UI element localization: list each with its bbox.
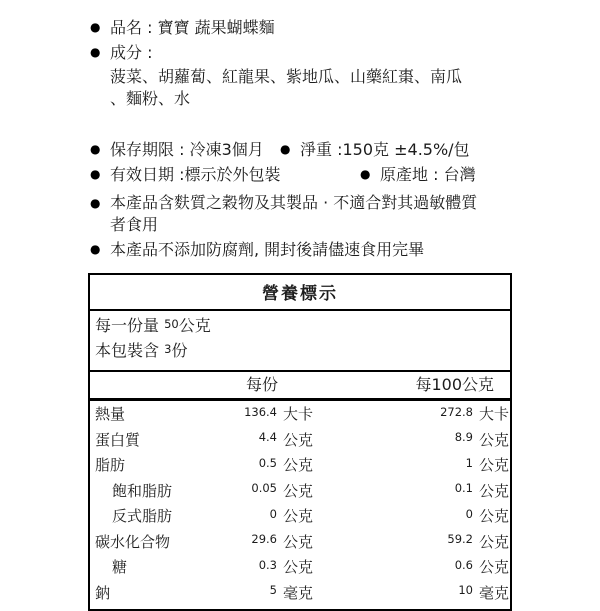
per-100g-value: 1 — [465, 455, 473, 470]
per-100g-unit: 公克 — [479, 507, 510, 525]
ingredients-line-1: 菠菜、胡蘿蔔、紅龍果、紫地瓜、山藥紅棗、南瓜 — [110, 67, 463, 86]
nutrient-name: 熱量 — [95, 405, 126, 423]
bullet-icon: ● — [90, 167, 101, 181]
nutrition-row — [90, 581, 510, 607]
bullet-icon: ● — [90, 20, 101, 34]
per-serving-value: 29.6 — [251, 532, 277, 546]
section-gap — [90, 110, 600, 138]
nutrition-table-title: 營養標示 — [90, 275, 510, 311]
per-serving-value: 136.4 — [244, 404, 277, 419]
serving-size-value: 50 — [164, 316, 179, 331]
per-serving-unit: 毫克 — [283, 583, 314, 602]
serving-info-block — [90, 311, 510, 372]
allergen-note-row — [90, 192, 600, 236]
nutrient-name: 鈉 — [95, 583, 111, 602]
per-100g-value: 0.1 — [454, 481, 473, 495]
ingredients-list — [90, 66, 600, 110]
nutrition-row — [90, 453, 510, 479]
serving-size-unit: 公克 — [178, 316, 211, 335]
per-100g-value: 59.2 — [447, 532, 473, 546]
product-name-text: 品名 : 寶寶 蔬果蝴蝶麵 — [110, 18, 275, 37]
package-unit: 份 — [171, 341, 188, 360]
per-serving-unit: 公克 — [283, 507, 314, 525]
per-100g-unit: 毫克 — [479, 583, 510, 602]
allergen-note-line-2: 者食用 — [110, 215, 159, 234]
per-100g-value: 272.8 — [440, 404, 473, 419]
per-100g-unit: 公克 — [479, 532, 510, 551]
nutrient-name: 蛋白質 — [95, 430, 141, 449]
nutrition-column-headers — [90, 372, 510, 401]
ingredients-label-row — [90, 41, 600, 64]
preservative-note-text: 本產品不添加防腐劑, 開封後請儘速食用完畢 — [110, 240, 425, 259]
storage-netweight-row — [90, 138, 600, 161]
per-serving-unit: 公克 — [283, 430, 314, 449]
bullet-icon: ● — [280, 142, 291, 156]
per-100g-value: 10 — [458, 583, 473, 597]
bullet-icon: ● — [360, 167, 371, 181]
per-serving-value: 4.4 — [258, 430, 277, 444]
per-100g-header: 每100公克 — [415, 375, 494, 394]
per-serving-unit: 公克 — [283, 481, 314, 500]
serving-size-line — [90, 314, 510, 339]
per-100g-unit: 公克 — [479, 558, 510, 576]
bullet-icon: ● — [90, 45, 101, 59]
bullet-icon: ● — [90, 196, 101, 210]
expiry-date-text: 有效日期 :標示於外包裝 — [110, 165, 281, 184]
preservative-note-row — [90, 238, 600, 261]
per-serving-value: 0.3 — [258, 557, 277, 572]
ingredients-label: 成分 : — [110, 43, 153, 62]
nutrient-name: 反式脂肪 — [112, 507, 173, 525]
per-serving-value: 5 — [269, 583, 277, 597]
per-100g-value: 0.6 — [454, 557, 473, 572]
header-spacer — [90, 372, 187, 398]
nutrition-row — [90, 504, 510, 530]
origin-text: 原產地 : 台灣 — [380, 165, 476, 184]
per-100g-value: 8.9 — [454, 430, 473, 444]
net-weight-text: 淨重 :150克 ±4.5%/包 — [300, 140, 470, 159]
per-serving-unit: 公克 — [283, 532, 314, 551]
nutrient-name: 糖 — [112, 558, 128, 576]
product-name-row — [90, 16, 600, 39]
storage-period-text: 保存期限 : 冷凍3個月 — [110, 140, 264, 159]
package-label: 本包裝含 — [95, 341, 160, 360]
ingredients-line-2: 、麵粉、水 — [110, 89, 191, 108]
per-serving-value: 0 — [269, 506, 277, 521]
per-100g-unit: 大卡 — [479, 405, 510, 423]
expiry-origin-row — [90, 163, 600, 186]
per-serving-value: 0.5 — [258, 455, 277, 470]
per-100g-unit: 公克 — [479, 456, 510, 474]
per-serving-unit: 公克 — [283, 558, 314, 576]
per-100g-unit: 公克 — [479, 430, 510, 449]
bullet-icon: ● — [90, 142, 101, 156]
servings-per-package-line — [90, 339, 510, 364]
nutrition-rows — [90, 401, 510, 609]
per-100g-value: 0 — [465, 506, 473, 521]
nutrition-row — [90, 402, 510, 428]
per-serving-value: 0.05 — [251, 481, 277, 495]
nutrition-table — [88, 273, 512, 611]
bullet-icon: ● — [90, 242, 101, 256]
per-serving-unit: 大卡 — [283, 405, 314, 423]
per-serving-unit: 公克 — [283, 456, 314, 474]
serving-size-label: 每一份量 — [95, 316, 160, 335]
package-value: 3 — [164, 341, 172, 356]
allergen-note-line-1: 本產品含麩質之穀物及其製品 · 不適合對其過敏體質 — [110, 193, 478, 212]
per-serving-header: 每份 — [245, 375, 278, 394]
allergen-note — [110, 192, 477, 236]
nutrition-row — [90, 428, 510, 454]
per-100g-unit: 公克 — [479, 481, 510, 500]
nutrient-name: 碳水化合物 — [95, 532, 171, 551]
nutrition-row — [90, 555, 510, 581]
nutrition-row — [90, 479, 510, 505]
nutrient-name: 飽和脂肪 — [112, 481, 173, 500]
nutrient-name: 脂肪 — [95, 456, 126, 474]
nutrition-row — [90, 530, 510, 556]
